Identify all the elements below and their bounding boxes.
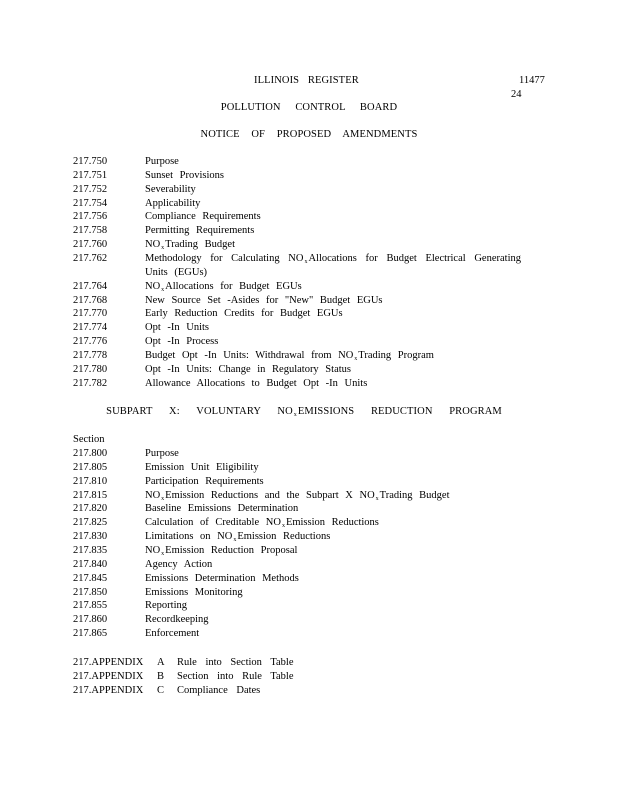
section-row <box>73 599 533 613</box>
section-title: Compliance Requirements <box>145 211 261 223</box>
appendix-number: 217.APPENDIX <box>73 670 144 682</box>
section-label: Section <box>73 434 105 445</box>
section-row <box>73 155 533 169</box>
section-row <box>73 224 533 238</box>
section-number: 217.754 <box>73 197 108 209</box>
subscript-x: x <box>354 355 358 362</box>
section-title: Baseline Emissions Determination <box>145 503 299 515</box>
section-row <box>73 613 533 627</box>
issue-number: 24 <box>511 89 522 100</box>
title-part: Budget Opt -In Units: Withdrawal from NO <box>145 349 354 361</box>
section-title: Emissions Monitoring <box>145 586 243 598</box>
section-number: 217.750 <box>73 156 108 167</box>
subscript-x: x <box>161 245 165 252</box>
section-title: Opt -In Units <box>145 322 209 334</box>
section-number: 217.762 <box>73 252 108 264</box>
section-number: 217.845 <box>73 572 108 584</box>
section-row <box>73 461 533 475</box>
section-number: 217.840 <box>73 558 108 570</box>
section-title: Emissions Determination Methods <box>145 572 299 584</box>
page-number: 11477 <box>519 75 545 86</box>
title-part: Trading Budget <box>165 239 235 251</box>
section-number: 217.751 <box>73 169 108 181</box>
section-row <box>73 238 533 252</box>
section-row <box>73 321 533 335</box>
section-number: 217.774 <box>73 322 108 334</box>
title-part: Limitations on NO <box>145 531 233 543</box>
title-part: NO <box>145 239 161 251</box>
subpart-heading-pre: SUBPART X: VOLUNTARY NO <box>106 406 293 417</box>
section-number: 217.760 <box>73 239 108 251</box>
section-row <box>73 349 533 363</box>
title-part: Allocations for Budget Electrical Generating <box>308 252 521 264</box>
section-number: 217.855 <box>73 600 108 612</box>
subscript-x: x <box>233 537 237 544</box>
section-row <box>73 516 533 530</box>
section-title: Reporting <box>145 600 187 612</box>
section-row <box>73 530 533 544</box>
appendix-number: 217.APPENDIX <box>73 657 144 668</box>
appendix-letter: B <box>157 670 165 682</box>
section-row <box>73 377 533 391</box>
section-row <box>73 294 533 308</box>
section-number: 217.758 <box>73 225 108 237</box>
title-part: Allocations for Budget EGUs <box>165 280 302 292</box>
section-row <box>73 627 533 641</box>
section-row <box>73 307 533 321</box>
subpart-x-heading <box>0 405 613 422</box>
section-title-continued: Units (EGUs) <box>145 266 208 278</box>
title-part: Calculation of Creditable NO <box>145 517 281 529</box>
section-row <box>73 252 533 266</box>
section-row <box>73 544 533 558</box>
section-number: 217.778 <box>73 349 108 361</box>
section-title: Permitting Requirements <box>145 225 255 237</box>
section-row <box>73 572 533 586</box>
section-number: 217.756 <box>73 211 108 223</box>
subscript-x: x <box>281 523 285 530</box>
title-part: Trading Budget <box>379 489 450 501</box>
section-row <box>73 197 533 211</box>
section-row <box>73 210 533 224</box>
section-number: 217.805 <box>73 461 108 473</box>
subscript-x: x <box>304 258 308 265</box>
section-number: 217.850 <box>73 586 108 598</box>
section-title: Opt -In Units: Change in Regulatory Status <box>145 363 351 375</box>
subscript-x: x <box>161 550 165 557</box>
section-title: Early Reduction Credits for Budget EGUs <box>145 308 343 320</box>
subscript-x: x <box>375 495 379 502</box>
subscript-x: x <box>161 286 165 293</box>
appendix-letter: A <box>157 657 165 668</box>
section-number: 217.865 <box>73 628 108 640</box>
section-row <box>73 183 533 197</box>
title-part: Methodology for Calculating NO <box>145 252 304 264</box>
section-row <box>73 363 533 377</box>
section-row-continuation <box>73 266 533 280</box>
section-title: Recordkeeping <box>145 614 209 626</box>
section-number: 217.800 <box>73 448 108 459</box>
section-number: 217.835 <box>73 544 108 556</box>
section-row <box>73 586 533 600</box>
appendix-number: 217.APPENDIX <box>73 684 144 696</box>
section-number: 217.815 <box>73 489 108 501</box>
title-part: NO <box>145 280 161 292</box>
subpart-heading-post: EMISSIONS REDUCTION PROGRAM <box>297 406 502 417</box>
section-number: 217.764 <box>73 280 108 292</box>
section-number: 217.810 <box>73 475 108 487</box>
board-title: POLLUTION CONTROL BOARD <box>220 102 398 113</box>
section-number: 217.860 <box>73 614 108 626</box>
notice-title: NOTICE OF PROPOSED AMENDMENTS <box>200 129 418 140</box>
section-title: Applicability <box>145 197 201 209</box>
section-number: 217.770 <box>73 308 108 320</box>
section-title: Purpose <box>145 156 179 167</box>
title-part: Trading Program <box>358 349 434 361</box>
title-part: NO <box>145 489 161 501</box>
section-title: Enforcement <box>145 628 200 640</box>
appendix-title: Rule into Section Table <box>177 657 294 668</box>
section-title: Emission Unit Eligibility <box>145 461 259 473</box>
section-number: 217.825 <box>73 517 108 529</box>
section-row <box>73 447 533 461</box>
title-part: Emission Reductions <box>237 531 331 543</box>
appendix-title: Section into Rule Table <box>177 670 294 682</box>
section-row <box>73 169 533 183</box>
section-number: 217.768 <box>73 294 108 306</box>
title-part: Emission Reduction Proposal <box>165 544 298 556</box>
appendix-letter: C <box>157 684 165 696</box>
section-row <box>73 280 533 294</box>
section-number: 217.752 <box>73 183 108 195</box>
section-title: Allowance Allocations to Budget Opt -In Units <box>145 377 368 389</box>
section-number: 217.830 <box>73 531 108 543</box>
section-row <box>73 475 533 489</box>
register-title: ILLINOIS REGISTER <box>254 75 359 86</box>
section-title: New Source Set -Asides for "New" Budget EGUs <box>145 294 383 306</box>
section-row <box>73 558 533 572</box>
section-number: 217.820 <box>73 503 108 515</box>
title-part: Emission Reductions and the Subpart X NO <box>165 489 375 501</box>
title-part: Emission Reductions <box>285 517 379 529</box>
section-number: 217.776 <box>73 336 108 348</box>
section-row <box>73 489 533 503</box>
subscript-x: x <box>161 495 165 502</box>
section-title: Participation Requirements <box>145 475 264 487</box>
section-row <box>73 502 533 516</box>
appendix-row <box>73 670 533 684</box>
section-title: Opt -In Process <box>145 336 219 348</box>
appendix-row <box>73 656 533 670</box>
section-row <box>73 335 533 349</box>
appendix-title: Compliance Dates <box>177 684 261 696</box>
section-title: Agency Action <box>145 558 213 570</box>
section-title: Sunset Provisions <box>145 169 224 181</box>
section-number: 217.780 <box>73 363 108 375</box>
section-number: 217.782 <box>73 377 108 389</box>
appendix-row <box>73 684 533 698</box>
title-part: NO <box>145 544 161 556</box>
subscript-x: x <box>293 412 297 418</box>
section-title: Severability <box>145 183 196 195</box>
section-title: Purpose <box>145 448 179 459</box>
